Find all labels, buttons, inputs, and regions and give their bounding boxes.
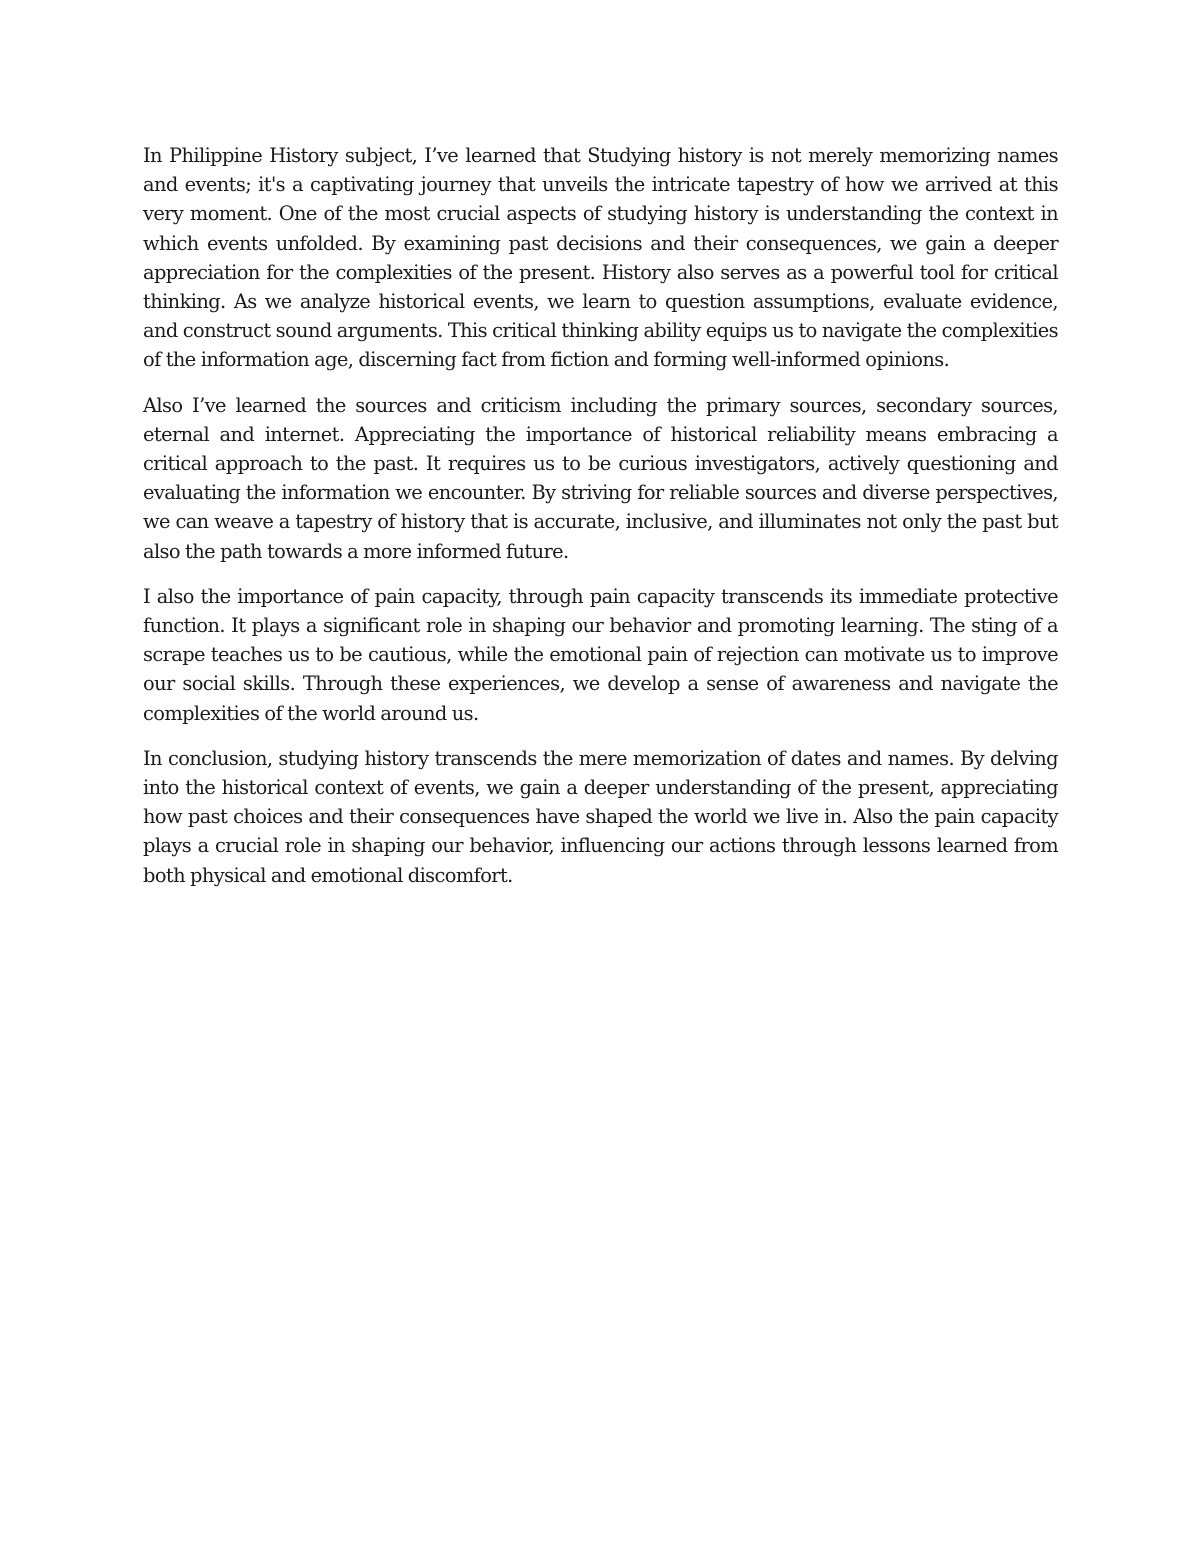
- paragraph-1: In Philippine History subject, I’ve learned that Studying history is not merely memorizing names and events; it's a captivating journey that unveils the intricate tapestry of how we arrived at this very moment. One of the most crucial aspects of studying history is understanding the context in which events unfolded. By examining past decisions and their consequences, we gain a deeper appreciation for the complexities of the present. History also serves as a powerful tool for critical thinking. As we analyze historical events, we learn to question assumptions, evaluate evidence, and construct sound arguments. This critical thinking ability equips us to navigate the complexities of the information age, discerning fact from fiction and forming well-informed opinions.: [143, 144, 1058, 372]
- document-body: [143, 141, 1058, 906]
- paragraph-4: In conclusion, studying history transcends the mere memorization of dates and names. By delving into the historical context of events, we gain a deeper understanding of the present, appreciating how past choices and their consequences have shaped the world we live in. Also the pain capacity plays a crucial role in shaping our behavior, influencing our actions through lessons learned from both physical and emotional discomfort.: [143, 746, 1058, 887]
- paragraph-2: Also I’ve learned the sources and criticism including the primary sources, secondary sources, eternal and internet. Appreciating the importance of historical reliability means embracing a critical approach to the past. It requires us to be curious investigators, actively questioning and evaluating the information we encounter. By striving for reliable sources and diverse perspectives, we can weave a tapestry of history that is accurate, inclusive, and illuminates not only the past but also the path towards a more informed future.: [143, 393, 1058, 563]
- paragraph-3: I also the importance of pain capacity, through pain capacity transcends its immediate protective function. It plays a significant role in shaping our behavior and promoting learning. The sting of a scrape teaches us to be cautious, while the emotional pain of rejection can motivate us to improve our social skills. Through these experiences, we develop a sense of awareness and navigate the complexities of the world around us.: [143, 584, 1058, 725]
